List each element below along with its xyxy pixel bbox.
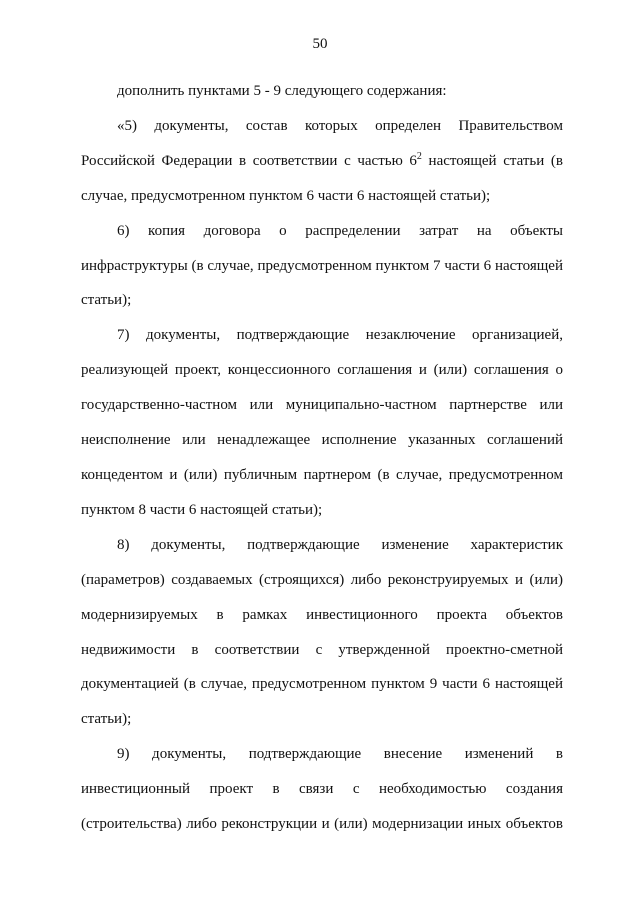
paragraph-item-8: 8) документы, подтверждающие изменение характеристик (параметров) создаваемых (строящихся) либо реконструируемых и (или) модернизируемых в рамках инвестиционного проекта объектов недвижимости в соответствии с утвержденной проектно-сметной документацией (в случае, предусмотренном пунктом 9 части 6 настоящей статьи); [81,536,563,728]
page-number: 50 [312,36,328,52]
paragraph-intro: дополнить пунктами 5 - 9 следующего содержания: [117,83,447,99]
paragraph-item-9: 9) документы, подтверждающие внесение изменений в инвестиционный проект в связи с необходимостью создания (строительства) либо реконструкции и (или) модернизации иных объектов [81,746,563,833]
paragraph-item-5-text: «5) документы, состав которых определен Правительством Российской Федерации в соответствии с частью 6 [81,117,563,169]
paragraph-item-5 [81,109,563,214]
paragraph-item-7: 7) документы, подтверждающие незаключение организацией, реализующей проект, концессионного соглашения и (или) соглашения о государственно-частном или муниципально-частном партнерстве или неисполнение или ненадлежащее исполнение указанных соглашений концедентом и (или) публичным партнером (в случае, предусмотренном пунктом 8 части 6 настоящей статьи); [81,327,563,518]
paragraph-item-6: 6) копия договора о распределении затрат на объекты инфраструктуры (в случае, предусмотренном пунктом 7 части 6 настоящей статьи); [81,222,563,309]
document-body [81,74,563,842]
paragraph-item-5-continuation: настоящей статьи (в случае, предусмотренном пунктом 6 части 6 настоящей статьи); [81,152,563,204]
superscript-2: 2 [416,150,422,162]
